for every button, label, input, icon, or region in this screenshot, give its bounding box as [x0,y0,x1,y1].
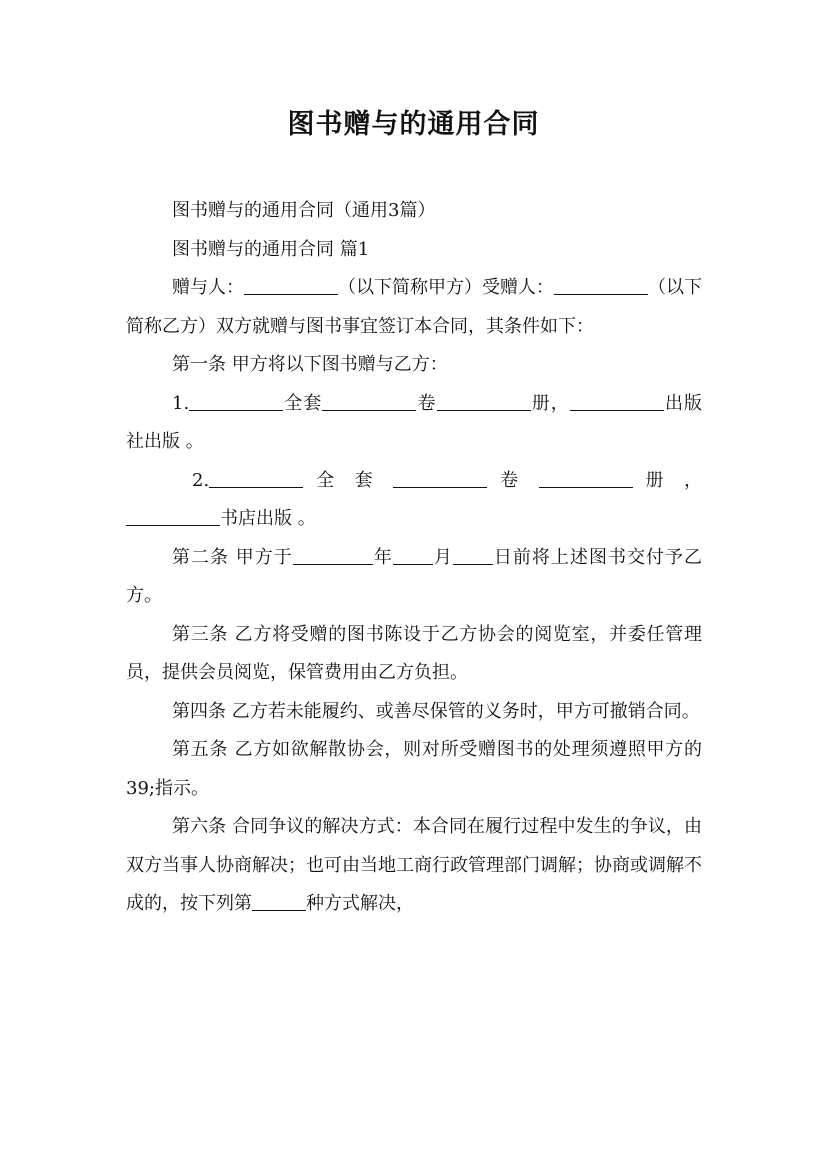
donor-label: 赠与人： [172,277,244,298]
item-2-book: 册 ， [645,469,702,491]
year-label: 年 [372,546,393,568]
blank [209,469,303,488]
blank [126,507,220,526]
year-blank [293,546,373,565]
item-2-bookstore: 书店出版 。 [220,508,316,529]
article-6 [126,808,702,924]
blank [437,392,531,411]
blank [189,392,283,411]
article-4: 第四条 乙方若未能履约、或善尽保管的义务时，甲方可撤销合同。 [172,700,700,722]
item-1-set: 全套 [283,392,323,414]
article-2-end: 日前将上述图书交付予乙方。 [126,546,703,606]
article-6-end: 种方式解决， [306,893,414,914]
article-6-start: 第六条 合同争议的解决方式：本合同在履行过程中发生的争议，由双方当事人协商解决；也可由当地工商行政管理部门调解；协商或调解不成的，按下列第 [126,816,702,914]
donee-blank [554,276,648,295]
subtitle: 图书赠与的通用合同（通用3篇） [172,200,436,221]
donor-blank [244,276,338,295]
month-blank [393,546,433,565]
item-2 [126,462,702,501]
donor-paragraph [126,269,702,346]
item-2-volume: 卷 [500,469,526,491]
section-heading: 图书赠与的通用合同 篇1 [172,238,370,260]
article-5: 第五条 乙方如欲解散协会，则对所受赠图书的处理须遵照甲方的39;指示。 [126,739,702,799]
blank [393,469,487,488]
document-title: 图书赠与的通用合同 [287,109,540,140]
item-1-volume: 卷 [416,392,437,414]
item-1-book: 册， [530,392,570,414]
item-2-continued [126,500,702,539]
item-1-publisher: 出版社出版 。 [126,392,703,452]
item-1-number: 1. [172,392,190,414]
donee-label: （以下简称甲方）受赠人： [338,277,554,298]
item-1 [126,385,702,462]
blank [570,392,664,411]
item-2-number: 2. [192,469,210,491]
item-2-set: 全 套 [316,469,380,491]
day-blank [453,546,493,565]
article-1: 第一条 甲方将以下图书赠与乙方： [172,354,448,375]
document-body [126,192,702,924]
blank [322,392,416,411]
article-3: 第三条 乙方将受赠的图书陈设于乙方协会的阅览室，并委任管理员，提供会员阅览，保管费用由乙方负担。 [126,623,702,683]
donor-paragraph-rest: （以下简称乙方）双方就赠与图书事宜签订本合同，其条件如下： [126,277,702,337]
article-2 [126,539,702,616]
article-2-start: 第二条 甲方于 [172,546,293,568]
method-blank [252,892,306,911]
blank [539,469,633,488]
month-label: 月 [432,546,453,568]
